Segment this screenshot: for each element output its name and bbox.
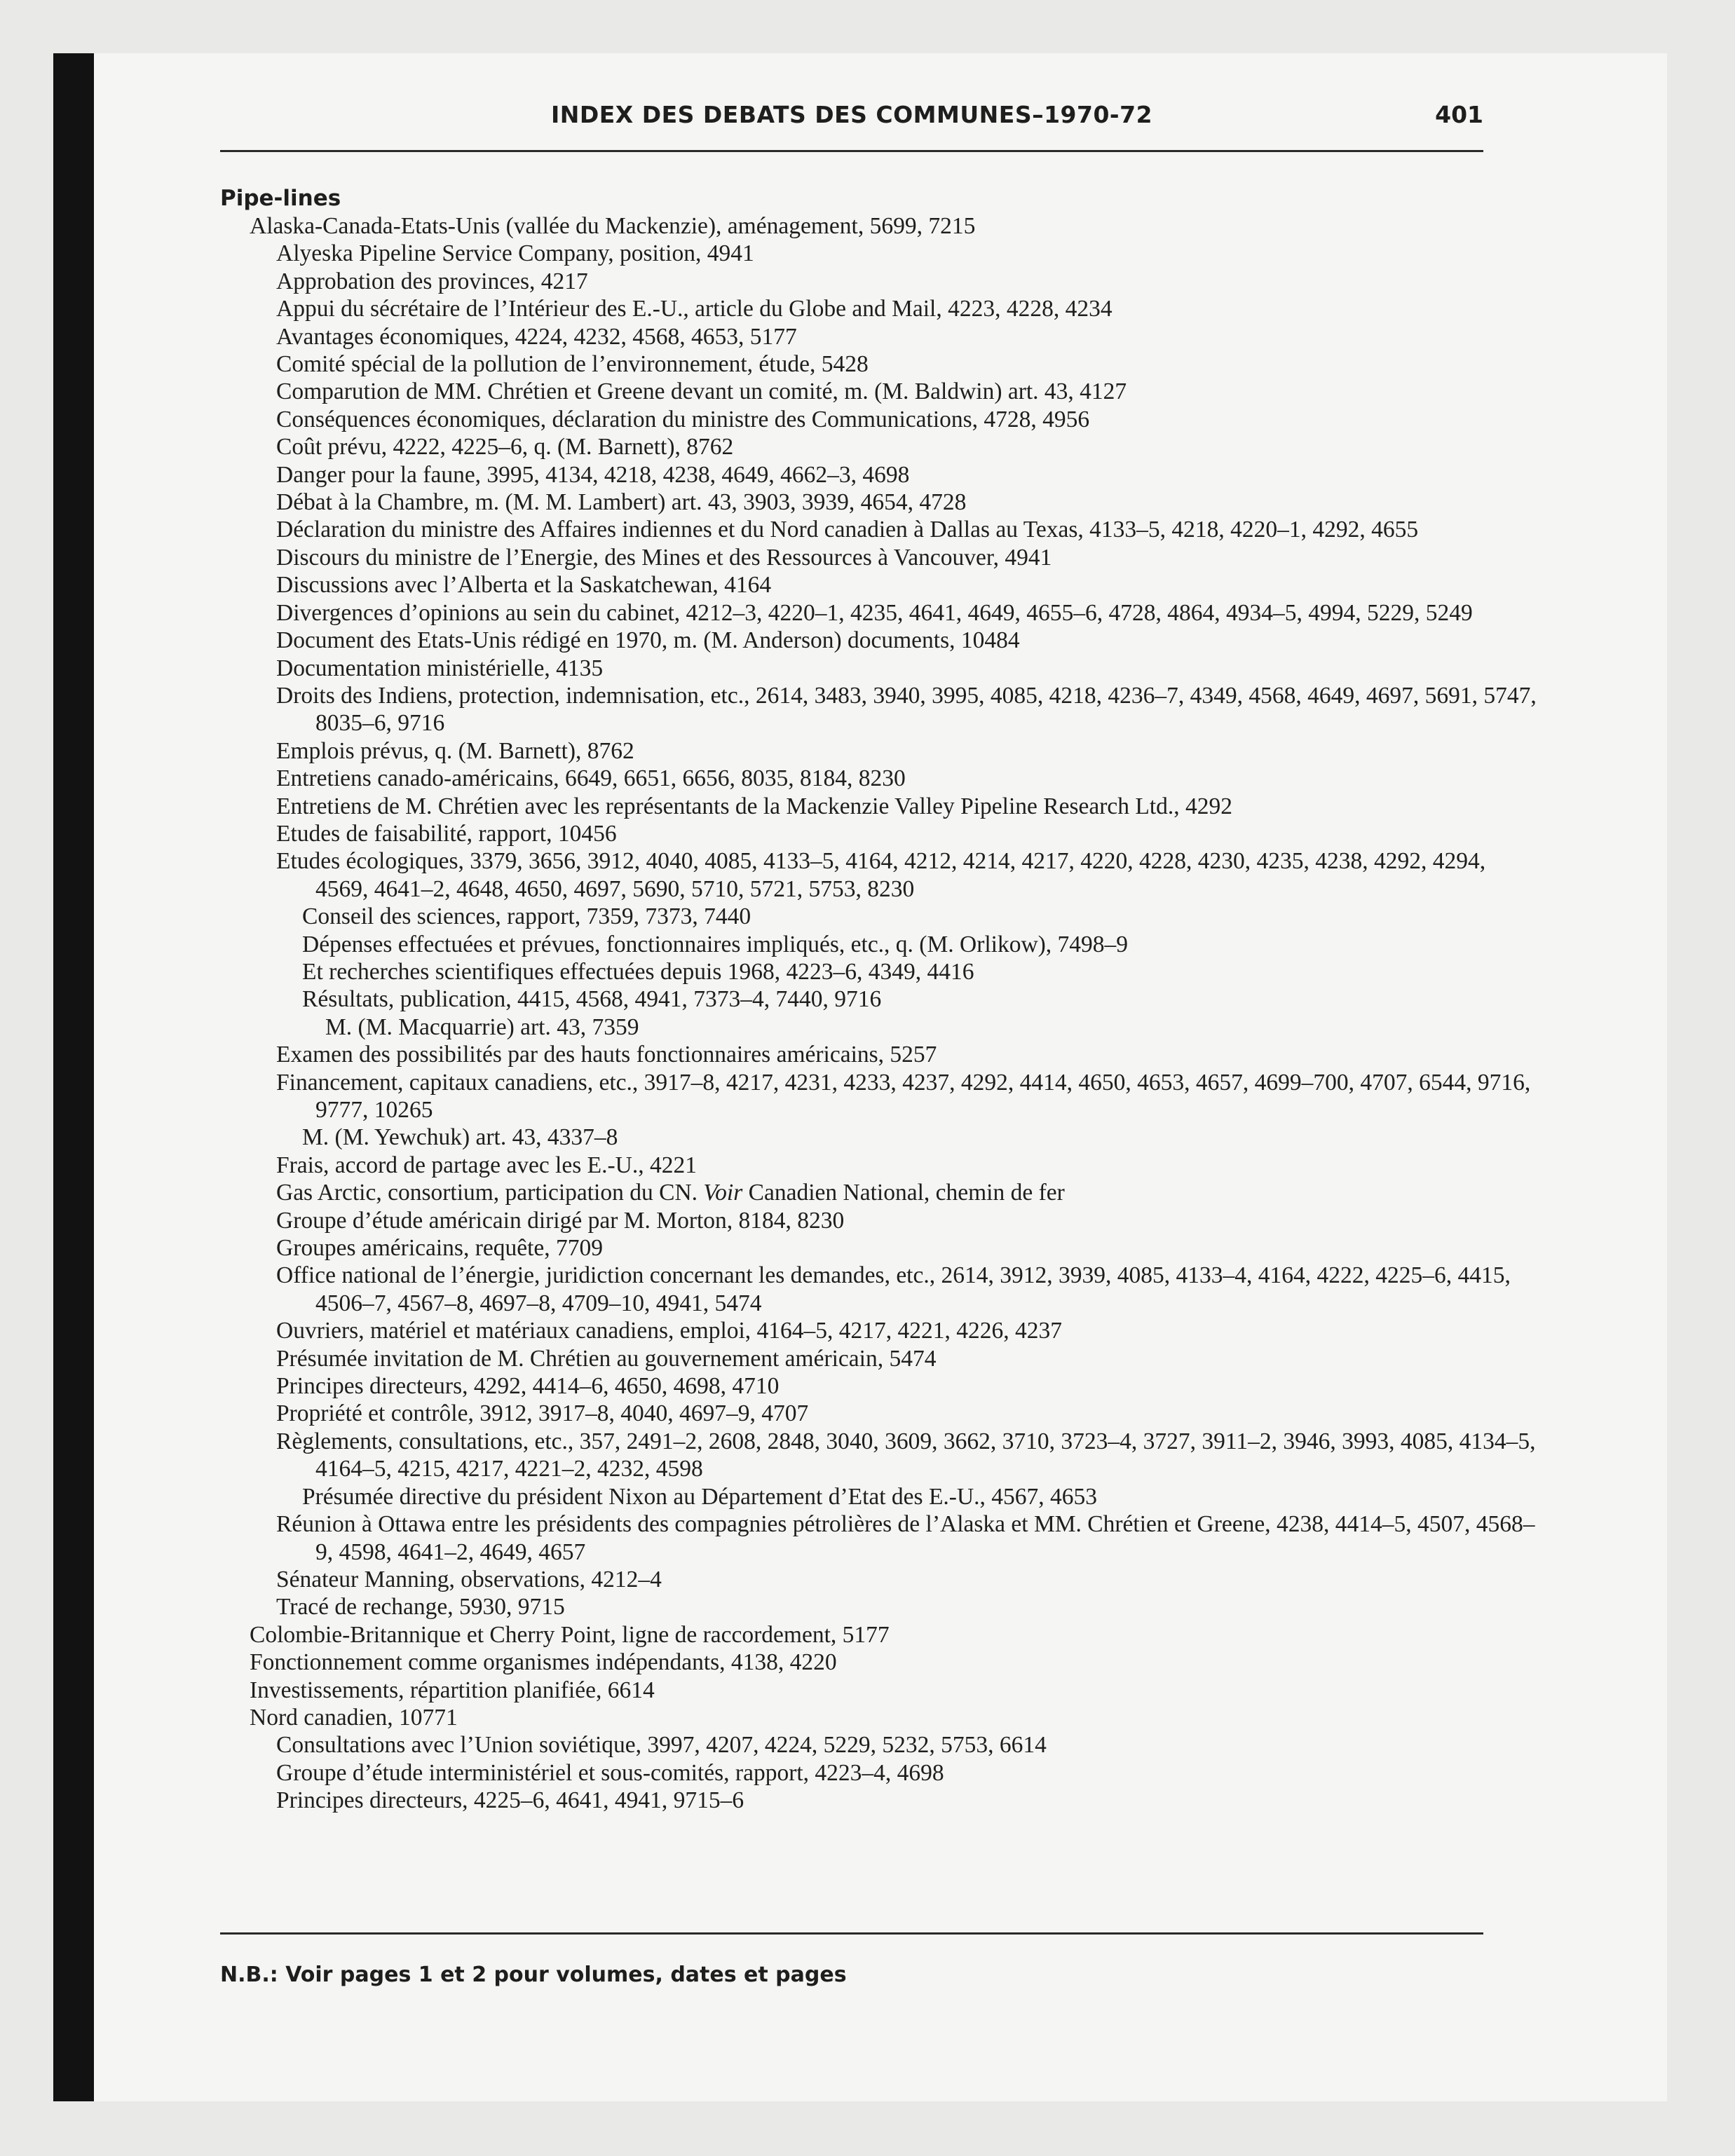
index-entry: Déclaration du ministre des Affaires indiennes et du Nord canadien à Dallas au Texas, 4133–5, 4218, 4220–1, 4292, 4655	[276, 517, 1419, 543]
index-entry: Principes directeurs, 4225–6, 4641, 4941, 9715–6	[276, 1787, 744, 1814]
index-entry: Consultations avec l’Union soviétique, 3997, 4207, 4224, 5229, 5232, 5753, 6614	[276, 1732, 1047, 1759]
index-entry: Appui du sécrétaire de l’Intérieur des E.-U., article du Globe and Mail, 4223, 4228, 4234	[276, 296, 1113, 322]
index-entry	[220, 1179, 1538, 1206]
entry-text: Canadien National, chemin de fer	[742, 1180, 1065, 1206]
index-entry: Entretiens de M. Chrétien avec les représentants de la Mackenzie Valley Pipeline Research Ltd., 4292	[276, 793, 1233, 819]
index-entry: Présumée invitation de M. Chrétien au gouvernement américain, 5474	[276, 1345, 937, 1372]
index-entry: Discussions avec l’Alberta et la Saskatchewan, 4164	[276, 572, 772, 599]
index-entry: Ouvriers, matériel et matériaux canadiens, emploi, 4164–5, 4217, 4221, 4226, 4237	[276, 1318, 1063, 1344]
index-entry: Tracé de rechange, 5930, 9715	[276, 1594, 565, 1621]
index-entry: Propriété et contrôle, 3912, 3917–8, 4040, 4697–9, 4707	[276, 1400, 809, 1427]
section-heading: Pipe-lines	[220, 186, 341, 211]
index-entry: Avantages économiques, 4224, 4232, 4568, 4653, 5177	[276, 323, 797, 350]
index-entry: Principes directeurs, 4292, 4414–6, 4650, 4698, 4710	[276, 1373, 780, 1400]
index-entry: Présumée directive du président Nixon au Département d’Etat des E.-U., 4567, 4653	[302, 1483, 1098, 1510]
index-entry: Etudes écologiques, 3379, 3656, 3912, 4040, 4085, 4133–5, 4164, 4212, 4214, 4217, 4220, 4228, 4230, 4235, 4238, 4292, 4294, 4569, 4641–2, 4648, 4650, 4697, 5690, 5710, 5721, 5753, 8230	[276, 848, 1486, 902]
index-entry: Approbation des provinces, 4217	[276, 268, 588, 294]
index-entry: Investissements, répartition planifiée, 6614	[250, 1677, 655, 1703]
index-entry: Alaska-Canada-Etats-Unis (vallée du Mackenzie), aménagement, 5699, 7215	[250, 213, 976, 239]
index-entry: Conseil des sciences, rapport, 7359, 7373, 7440	[302, 903, 751, 930]
index-entry: Dépenses effectuées et prévues, fonctionnaires impliqués, etc., q. (M. Orlikow), 7498–9	[302, 931, 1129, 957]
index-entry: Comparution de MM. Chrétien et Greene devant un comité, m. (M. Baldwin) art. 43, 4127	[276, 378, 1127, 405]
index-entry: Groupe d’étude interministériel et sous-comités, rapport, 4223–4, 4698	[276, 1759, 944, 1786]
index-entry: Alyeska Pipeline Service Company, position, 4941	[276, 240, 754, 267]
index-entry: Financement, capitaux canadiens, etc., 3917–8, 4217, 4231, 4233, 4237, 4292, 4414, 4650, 4653, 4657, 4699–700, 4707, 6544, 9716, 9777, 10265	[276, 1069, 1531, 1123]
entry-text: Gas Arctic, consortium, participation du CN.	[276, 1180, 704, 1206]
index-entry: Groupe d’étude américain dirigé par M. Morton, 8184, 8230	[276, 1207, 845, 1234]
index-entry: Etudes de faisabilité, rapport, 10456	[276, 820, 617, 847]
index-entry: M. (M. Yewchuk) art. 43, 4337–8	[302, 1124, 618, 1151]
index-entry: Groupes américains, requête, 7709	[276, 1235, 604, 1262]
index-entry: Emplois prévus, q. (M. Barnett), 8762	[276, 737, 634, 764]
index-entry: Danger pour la faune, 3995, 4134, 4218, 4238, 4649, 4662–3, 4698	[276, 461, 910, 488]
index-entry: Sénateur Manning, observations, 4212–4	[276, 1566, 662, 1592]
index-entry: Office national de l’énergie, juridiction concernant les demandes, etc., 2614, 3912, 3939, 4085, 4133–4, 4164, 4222, 4225–6, 4415, 4506–7, 4567–8, 4697–8, 4709–10, 4941, 5474	[276, 1262, 1511, 1316]
index-entry: Coût prévu, 4222, 4225–6, q. (M. Barnett), 8762	[276, 434, 734, 460]
index-entry: Frais, accord de partage avec les E.-U., 4221	[276, 1152, 697, 1178]
page-header	[220, 84, 1483, 152]
index-entry: Entretiens canado-américains, 6649, 6651, 6656, 8035, 8184, 8230	[276, 765, 906, 792]
index-entry: Conséquences économiques, déclaration du ministre des Communications, 4728, 4956	[276, 406, 1090, 432]
page-number: 401	[1435, 101, 1483, 128]
footer-note: N.B.: Voir pages 1 et 2 pour volumes, dates et pages	[220, 1963, 847, 1987]
index-content	[220, 184, 1538, 1815]
index-entry: Divergences d’opinions au sein du cabinet, 4212–3, 4220–1, 4235, 4641, 4649, 4655–6, 4728, 4864, 4934–5, 4994, 5229, 5249	[276, 599, 1473, 626]
index-entry: Document des Etats-Unis rédigé en 1970, m. (M. Anderson) documents, 10484	[276, 627, 1020, 654]
index-entry: Examen des possibilités par des hauts fonctionnaires américains, 5257	[276, 1042, 937, 1068]
footer-rule	[220, 1932, 1483, 1935]
index-entry: Comité spécial de la pollution de l’environnement, étude, 5428	[276, 351, 869, 378]
running-title: INDEX DES DEBATS DES COMMUNES–1970-72	[550, 101, 1153, 128]
index-entry: Colombie-Britannique et Cherry Point, ligne de raccordement, 5177	[250, 1621, 890, 1648]
index-entries	[220, 212, 1538, 1815]
see-reference: Voir	[703, 1180, 743, 1206]
index-entry: Documentation ministérielle, 4135	[276, 655, 604, 681]
index-entry: Discours du ministre de l’Energie, des Mines et des Ressources à Vancouver, 4941	[276, 544, 1052, 571]
index-entry: Résultats, publication, 4415, 4568, 4941, 7373–4, 7440, 9716	[302, 986, 882, 1013]
index-entry: Nord canadien, 10771	[250, 1704, 458, 1731]
index-entry: Débat à la Chambre, m. (M. M. Lambert) art. 43, 3903, 3939, 4654, 4728	[276, 489, 967, 516]
index-entry: Droits des Indiens, protection, indemnisation, etc., 2614, 3483, 3940, 3995, 4085, 4218, 4236–7, 4349, 4568, 4649, 4697, 5691, 5747, 8035–6, 9716	[276, 682, 1537, 737]
binding-edge	[53, 53, 94, 2101]
index-entry: Règlements, consultations, etc., 357, 2491–2, 2608, 2848, 3040, 3609, 3662, 3710, 3723–4, 3727, 3911–2, 3946, 3993, 4085, 4134–5, 4164–5, 4215, 4217, 4221–2, 4232, 4598	[276, 1428, 1536, 1482]
index-entry: Réunion à Ottawa entre les présidents des compagnies pétrolières de l’Alaska et MM. Chrétien et Greene, 4238, 4414–5, 4507, 4568–9, 4598, 4641–2, 4649, 4657	[276, 1511, 1535, 1565]
index-entry: Et recherches scientifiques effectuées depuis 1968, 4223–6, 4349, 4416	[302, 958, 974, 985]
index-entry: M. (M. Macquarrie) art. 43, 7359	[325, 1014, 639, 1040]
index-entry: Fonctionnement comme organismes indépendants, 4138, 4220	[250, 1649, 837, 1676]
